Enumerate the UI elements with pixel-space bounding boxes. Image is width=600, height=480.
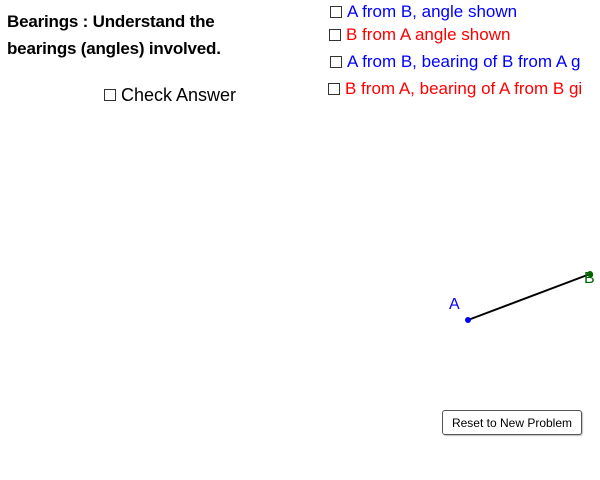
option-label: B from A, bearing of A from B gi: [345, 79, 583, 98]
option-label: A from B, bearing of B from A g: [347, 52, 581, 71]
segment-ab: [468, 274, 590, 320]
option-label: B from A angle shown: [346, 25, 511, 44]
option-label: A from B, angle shown: [347, 2, 518, 21]
check-answer-label: Check Answer: [121, 85, 237, 105]
point-a[interactable]: [465, 317, 471, 323]
point-a-label: A: [449, 296, 460, 313]
reset-to-new-problem-button[interactable]: Reset to New Problem: [442, 410, 582, 435]
point-b-label: B: [584, 270, 595, 287]
page-title: Bearings : Understand the bearings (angles) involved.: [7, 12, 221, 58]
